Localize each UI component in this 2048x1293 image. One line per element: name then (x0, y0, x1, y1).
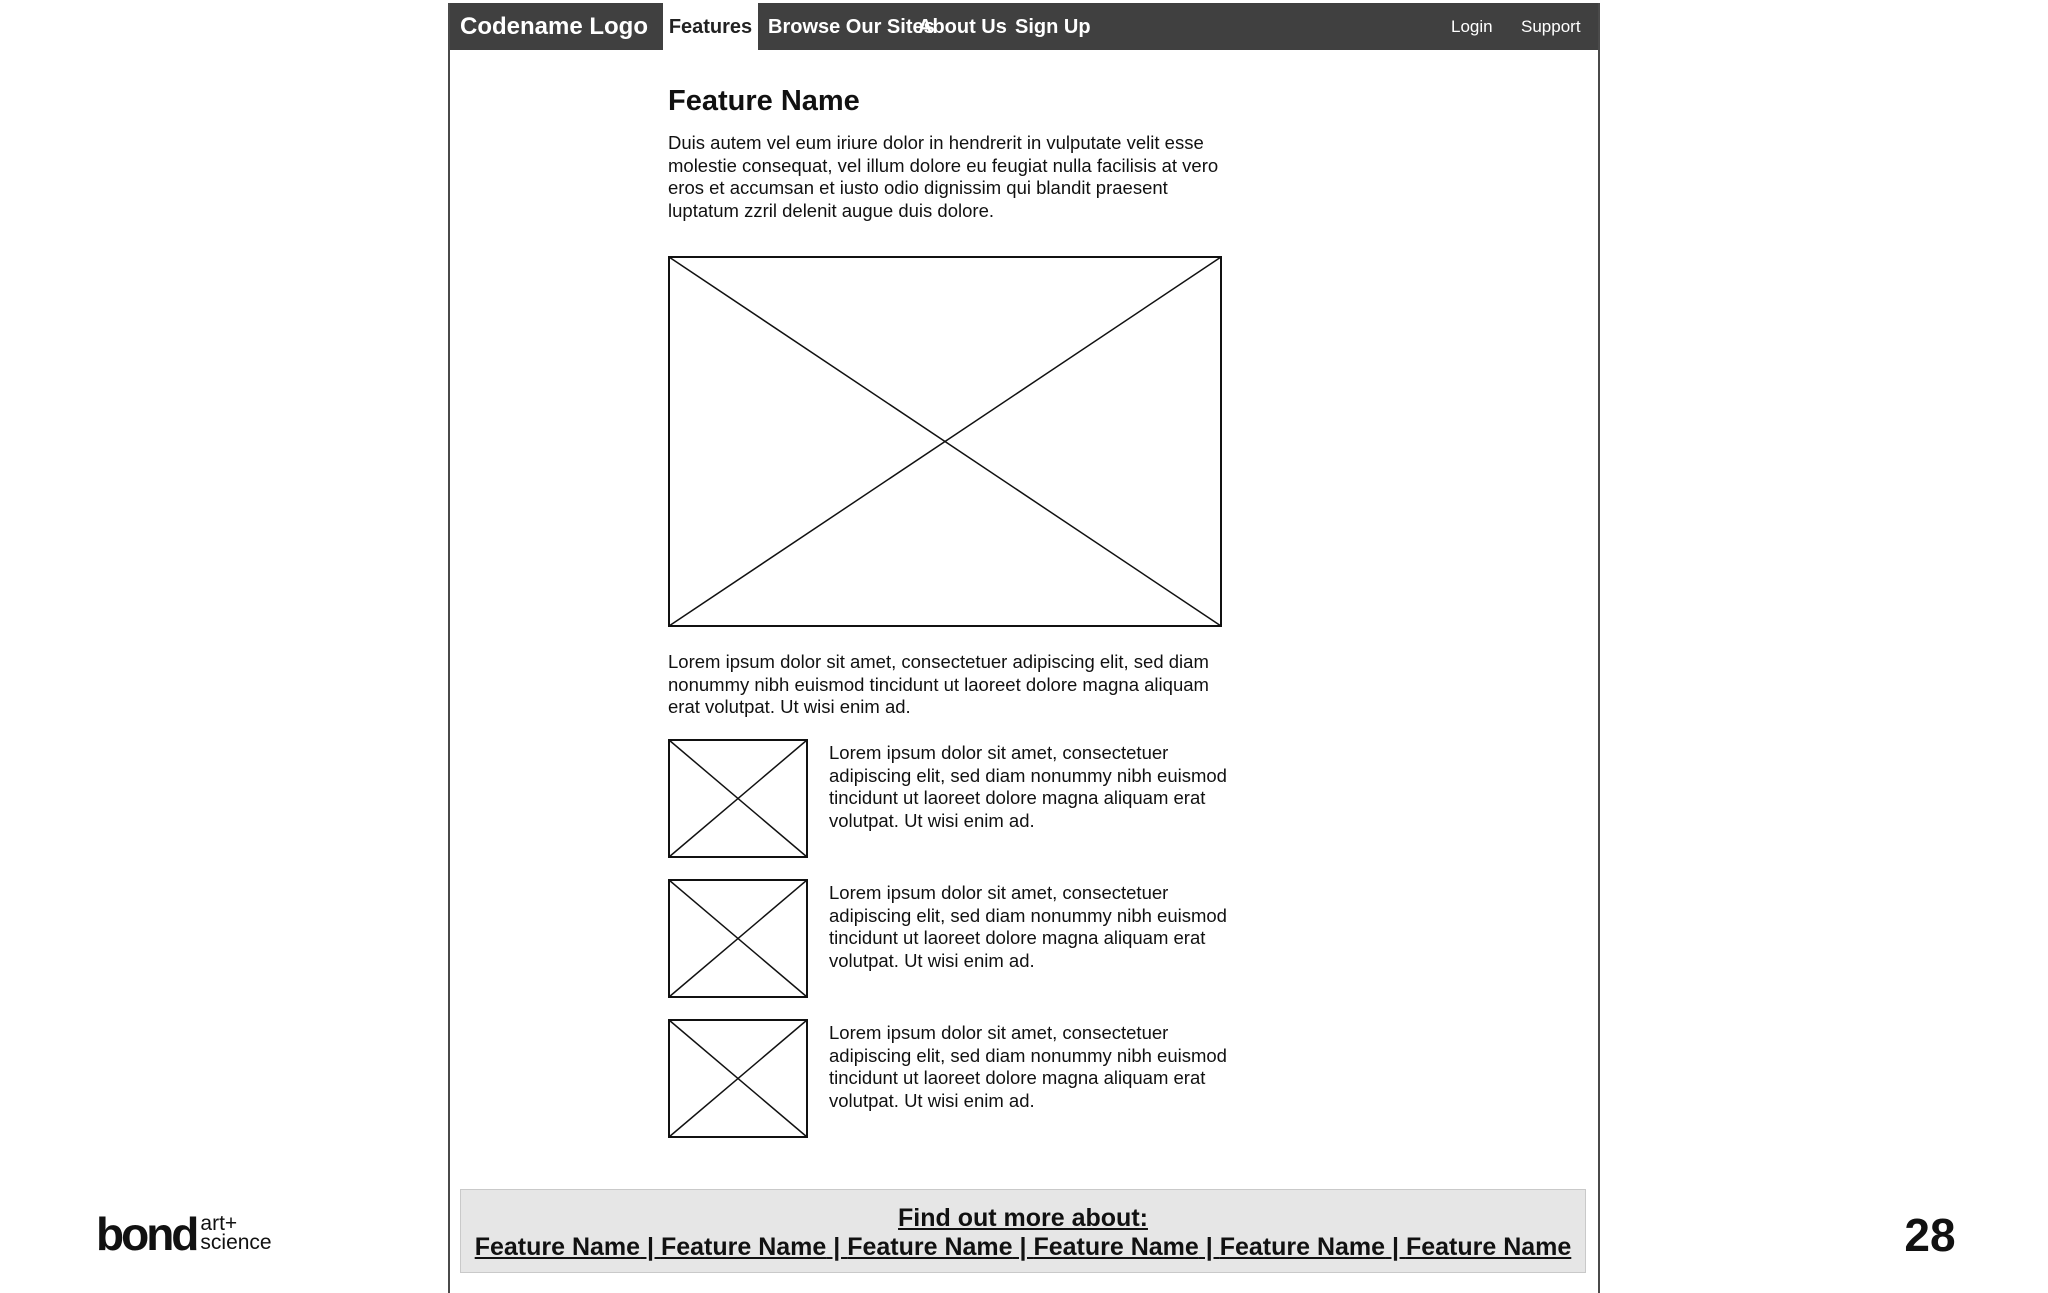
item-image-placeholder (668, 1019, 808, 1138)
footer-link[interactable]: Feature Name (474, 1233, 641, 1261)
wireframe-page (448, 3, 1600, 1293)
item-text: Lorem ipsum dolor sit amet, consectetuer adipiscing elit, sed diam nonummy nibh euismod tincidunt ut laoreet dolore magna aliquam erat volutpat. Ut wisi enim ad. (829, 1022, 1227, 1111)
footer-link[interactable]: Feature Name (1219, 1233, 1386, 1261)
page-title: Feature Name (668, 85, 860, 117)
brand-logo (96, 1208, 272, 1260)
image-placeholder-icon (668, 739, 808, 858)
tab-features[interactable]: Features (663, 3, 758, 50)
footer-separator: | (640, 1233, 661, 1261)
image-placeholder-icon (668, 256, 1222, 627)
footer-separator: | (1385, 1233, 1406, 1261)
image-placeholder-icon (668, 1019, 808, 1138)
footer-links (461, 1233, 1585, 1262)
intro-paragraph: Duis autem vel eum iriure dolor in hendrerit in vulputate velit esse molestie consequat, vel illum dolore eu feugiat nulla facilisis at vero eros et accumsan et iusto odio dignissim qui blandit praesent luptatum zzril delenit augue duis dolore. (668, 132, 1219, 221)
footer-link[interactable]: Feature Name (1405, 1233, 1572, 1261)
site-logo[interactable]: Codename Logo (460, 13, 649, 40)
footer-related-links (460, 1189, 1586, 1273)
support-link[interactable]: Support (1521, 17, 1581, 36)
hero-image-placeholder (668, 256, 1222, 627)
footer-separator: | (1012, 1233, 1034, 1261)
top-navbar (450, 3, 1598, 50)
image-placeholder-icon (668, 879, 808, 998)
item-text: Lorem ipsum dolor sit amet, consectetuer adipiscing elit, sed diam nonummy nibh euismod tincidunt ut laoreet dolore magna aliquam erat volutpat. Ut wisi enim ad. (829, 742, 1227, 831)
item-image-placeholder (668, 739, 808, 858)
item-image-placeholder (668, 879, 808, 998)
tab-about-us[interactable]: About Us (918, 16, 1007, 38)
tab-sign-up[interactable]: Sign Up (1015, 16, 1091, 38)
footer-separator: | (826, 1233, 848, 1261)
footer-link[interactable]: Feature Name (1033, 1233, 1199, 1261)
brand-tagline-line1: art+ (200, 1212, 238, 1235)
tab-browse-our-sites[interactable]: Browse Our Sites (768, 16, 935, 38)
slide-page-number: 28 (1904, 1209, 1956, 1261)
brand-wordmark: bond (96, 1208, 197, 1260)
body-paragraph: Lorem ipsum dolor sit amet, consectetuer adipiscing elit, sed diam nonummy nibh euismod tincidunt ut laoreet dolore magna aliquam erat volutpat. Ut wisi enim ad. (668, 651, 1209, 717)
footer-heading: Find out more about: (898, 1204, 1148, 1232)
footer-separator: | (1198, 1233, 1220, 1261)
login-link[interactable]: Login (1451, 17, 1493, 36)
footer-link[interactable]: Feature Name (847, 1233, 1013, 1261)
brand-tagline (200, 1214, 271, 1252)
brand-tagline-line2: science (200, 1231, 272, 1254)
item-text: Lorem ipsum dolor sit amet, consectetuer adipiscing elit, sed diam nonummy nibh euismod tincidunt ut laoreet dolore magna aliquam erat volutpat. Ut wisi enim ad. (829, 882, 1227, 971)
footer-link[interactable]: Feature Name (660, 1233, 827, 1261)
